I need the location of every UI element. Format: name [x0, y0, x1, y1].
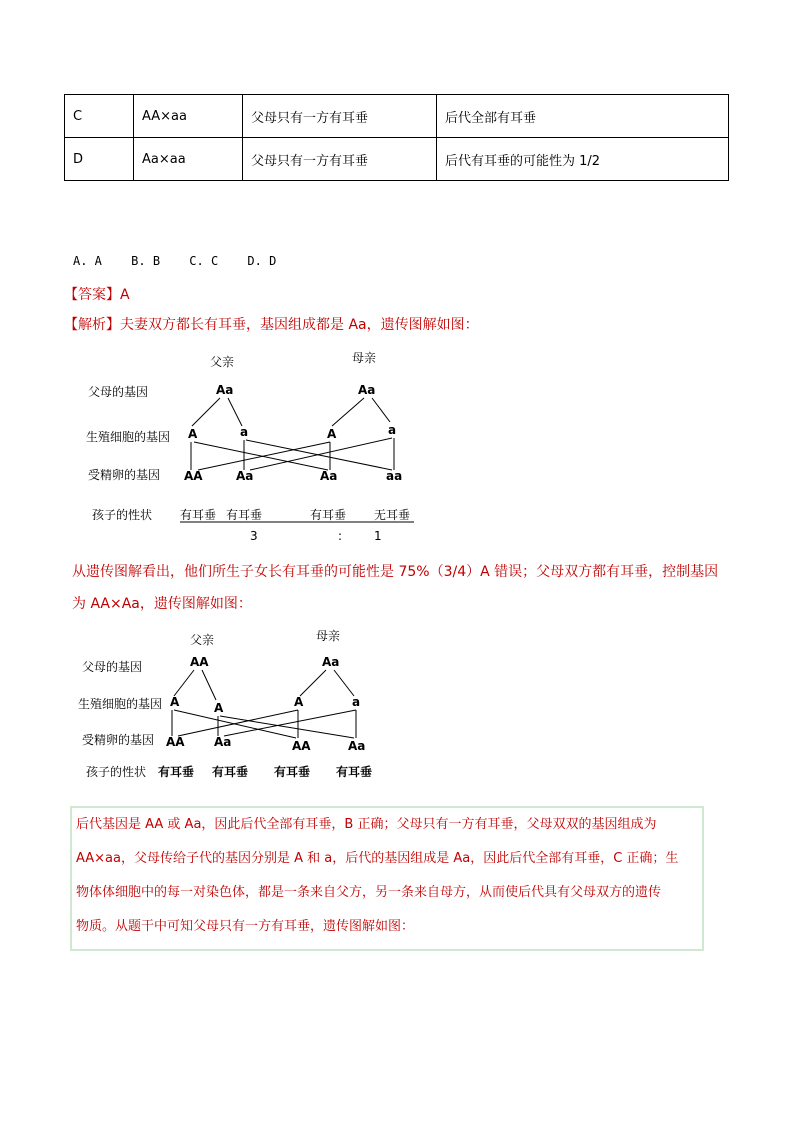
- gamete: A: [170, 695, 180, 709]
- inheritance-lines: [172, 670, 356, 738]
- table-cell: 父母只有一方有耳垂: [243, 138, 437, 181]
- inheritance-lines: [191, 398, 397, 470]
- row-label: 生殖细胞的基因: [78, 697, 163, 711]
- table-row: [65, 95, 729, 138]
- zygote: AA: [292, 739, 311, 753]
- trait: 有耳垂: [158, 765, 195, 779]
- box-line: 物质。从题干中可知父母只有一方有耳垂，遗传图解如图：: [76, 919, 415, 934]
- box-line: 物体体细胞中的每一对染色体，都是一条来自父方，另一条来自母方，从而使后代具有父母双方的遗传: [76, 885, 662, 900]
- zygote: Aa: [320, 469, 338, 483]
- box-line: AA×aa，父母传给子代的基因分别是 A 和 a，后代的基因组成是 Aa，因此后代全部有耳垂，C 正确；生: [76, 851, 679, 866]
- mother-label: 母亲: [352, 351, 377, 365]
- gamete: A: [188, 427, 198, 441]
- gamete: A: [214, 701, 224, 715]
- parent-gene: Aa: [322, 655, 340, 669]
- answer-value: A: [120, 287, 130, 303]
- inheritance-diagram-1: [80, 346, 420, 546]
- parent-gene: Aa: [216, 383, 234, 397]
- parent-gene: Aa: [358, 383, 376, 397]
- zygote: Aa: [348, 739, 366, 753]
- trait: 有耳垂: [336, 765, 373, 779]
- explanation-paragraph: [72, 556, 732, 620]
- parent-gene: AA: [190, 655, 209, 669]
- row-label: 孩子的性状: [92, 508, 153, 522]
- zygote: Aa: [236, 469, 254, 483]
- row-label: 孩子的性状: [86, 765, 147, 779]
- explanation-box: [70, 806, 704, 951]
- options-table: [64, 94, 729, 181]
- table-row: [65, 138, 729, 181]
- row-label: 父母的基因: [82, 660, 143, 674]
- analysis-line: [64, 314, 479, 334]
- option-a: A. A: [73, 254, 102, 268]
- ratio-colon: :: [338, 529, 343, 543]
- gamete: a: [352, 695, 361, 709]
- table-cell: C: [65, 95, 134, 138]
- gamete: a: [240, 425, 249, 439]
- gamete: a: [388, 423, 397, 437]
- analysis-label: 【解析】: [64, 317, 120, 333]
- ratio-value: 3: [250, 529, 258, 543]
- father-label: 父亲: [190, 633, 215, 647]
- table-cell: 父母只有一方有耳垂: [243, 95, 437, 138]
- option-d: D. D: [247, 254, 277, 268]
- box-line: 后代基因是 AA 或 Aa，因此后代全部有耳垂，B 正确；父母只有一方有耳垂，父母双双的基因组成为: [76, 817, 657, 832]
- row-label: 受精卵的基因: [82, 733, 155, 747]
- row-label: 父母的基因: [88, 385, 149, 399]
- gamete: A: [294, 695, 304, 709]
- inheritance-diagram-2: [74, 626, 394, 796]
- table-cell: AA×aa: [134, 95, 243, 138]
- trait: 有耳垂: [226, 508, 263, 522]
- trait: 有耳垂: [310, 508, 347, 522]
- zygote: AA: [166, 735, 185, 749]
- table-cell: D: [65, 138, 134, 181]
- mother-label: 母亲: [316, 629, 341, 643]
- gamete: A: [327, 427, 337, 441]
- row-label: 受精卵的基因: [88, 468, 161, 482]
- table-cell: Aa×aa: [134, 138, 243, 181]
- zygote: AA: [184, 469, 203, 483]
- table-cell: 后代全部有耳垂: [437, 95, 729, 138]
- trait: 有耳垂: [180, 508, 217, 522]
- table-cell: 后代有耳垂的可能性为 1/2: [437, 138, 729, 181]
- trait: 无耳垂: [374, 508, 411, 522]
- father-label: 父亲: [210, 355, 235, 369]
- option-b: B. B: [131, 254, 161, 268]
- zygote: Aa: [214, 735, 232, 749]
- paragraph-text: 从遗传图解看出，他们所生子女长有耳垂的可能性是 75%（3/4）A 错误；父母双方都有耳垂，控制基因为 AA×Aa，遗传图解如图：: [72, 564, 719, 612]
- answer-label: 【答案】: [64, 287, 120, 303]
- analysis-text: 夫妻双方都长有耳垂，基因组成都是 Aa，遗传图解如图：: [120, 317, 479, 333]
- trait: 有耳垂: [212, 765, 249, 779]
- option-c: C. C: [189, 254, 219, 268]
- zygote: aa: [386, 469, 403, 483]
- trait: 有耳垂: [274, 765, 311, 779]
- answer-options: [73, 254, 298, 268]
- answer-line: [64, 284, 130, 304]
- ratio-value: 1: [374, 529, 382, 543]
- row-label: 生殖细胞的基因: [86, 430, 171, 444]
